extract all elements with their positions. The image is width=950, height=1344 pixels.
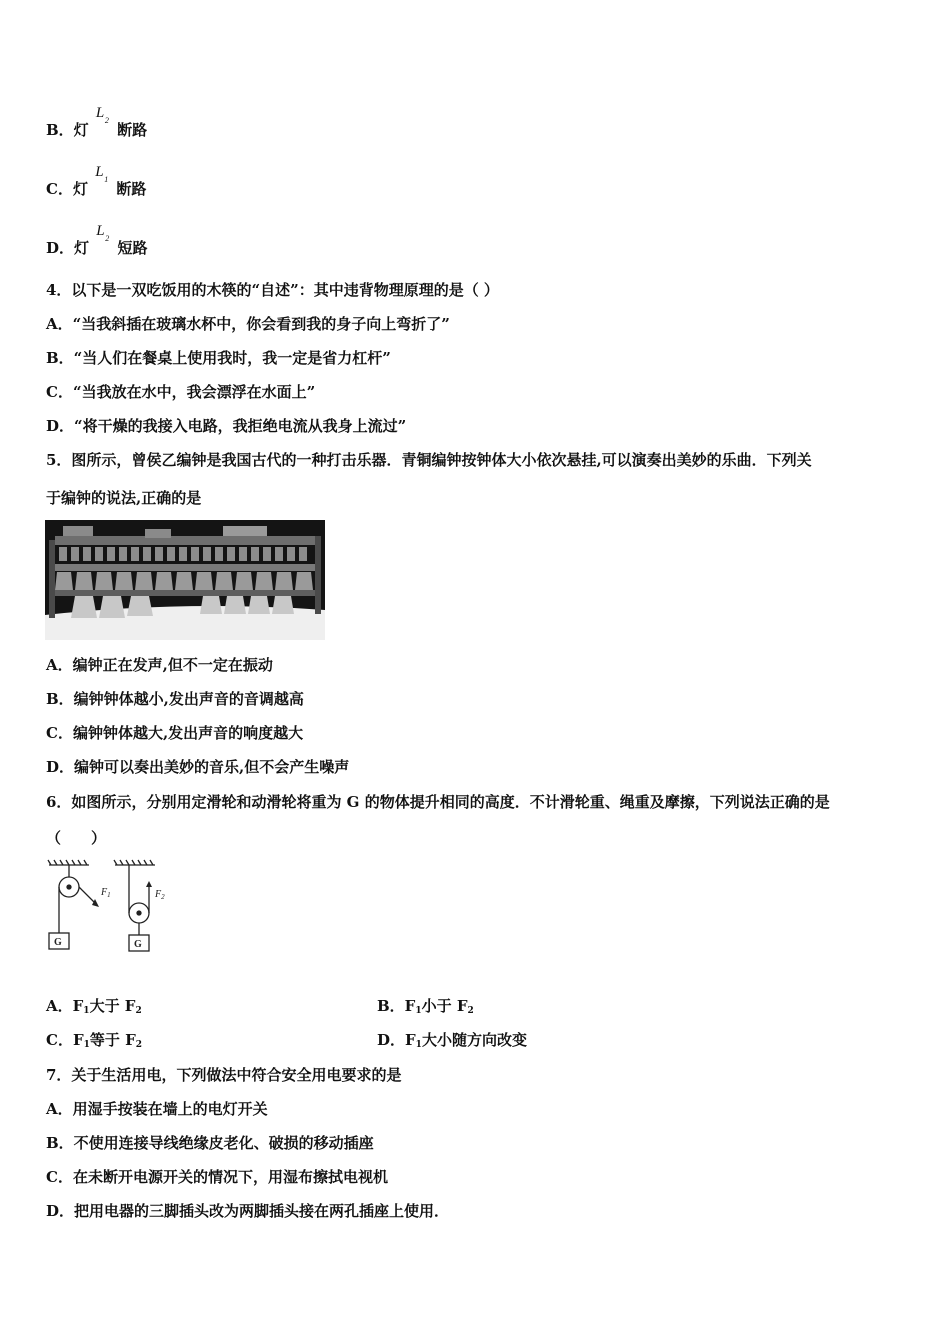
bianzhong-illustration xyxy=(45,520,325,640)
q6-stem-line1: 6．如图所示，分别用定滑轮和动滑轮将重为 G 的物体提升相同的高度．不计滑轮重、绳重及摩擦，下列说法正确的是 xyxy=(46,793,830,811)
bianzhong-bells-photo xyxy=(45,520,325,640)
q7-stem: 7．关于生活用电，下列做法中符合安全用电要求的是 xyxy=(46,1066,402,1084)
q5-option-a: A．编钟正在发声,但不一定在振动 xyxy=(46,656,273,674)
pulley-diagram xyxy=(45,857,175,959)
l2-variable: L 2 xyxy=(95,105,109,125)
q5-stem-line2: 于编钟的说法,正确的是 xyxy=(46,489,202,507)
g-label-movable: G xyxy=(134,939,142,950)
l2-variable: L 2 xyxy=(96,223,110,243)
q3-option-c: C．灯 L 1 断路 xyxy=(46,164,147,198)
q6-stem-line2: （ ） xyxy=(46,829,107,847)
l1-variable: L 1 xyxy=(95,164,109,184)
q4-option-c: C．“当我放在水中，我会漂浮在水面上” xyxy=(46,383,316,401)
pulley-illustration xyxy=(45,857,175,959)
q7-option-d: D．把用电器的三脚插头改为两脚插头接在两孔插座上使用． xyxy=(46,1202,450,1220)
q7-option-a: A．用湿手按装在墙上的电灯开关 xyxy=(46,1100,268,1118)
q6-option-a: A．$F_1$大于 $F_2$ xyxy=(46,997,142,1016)
q3-option-b: B．灯 L 2 断路 xyxy=(46,105,148,139)
q4-stem: 4．以下是一双吃饭用的木筷的“自述”：其中违背物理原理的是（ ） xyxy=(46,281,499,299)
f2-label: $F_2$ xyxy=(155,889,165,901)
q5-option-b: B．编钟钟体越小,发出声音的音调越高 xyxy=(46,690,304,708)
q5-option-c: C．编钟钟体越大,发出声音的响度越大 xyxy=(46,724,304,742)
q6-option-c: C．$F_1$等于 $F_2$ xyxy=(46,1031,142,1050)
q3-option-d: D．灯 L 2 短路 xyxy=(46,223,148,257)
q7-option-b: B．不使用连接导线绝缘皮老化、破损的移动插座 xyxy=(46,1134,374,1152)
q4-option-d: D．“将干燥的我接入电路，我拒绝电流从我身上流过” xyxy=(46,417,407,435)
q6-option-b: B．$F_1$小于 $F_2$ xyxy=(377,997,474,1016)
q4-option-b: B．“当人们在餐桌上使用我时，我一定是省力杠杆” xyxy=(46,349,391,367)
q5-stem-line1: 5．图所示，曾侯乙编钟是我国古代的一种打击乐器．青铜编钟按钟体大小依次悬挂,可以演奏出美妙的乐曲．下列关 xyxy=(46,451,812,469)
q6-option-d: D．$F_1$大小随方向改变 xyxy=(377,1031,527,1050)
f1-label: $F_1$ xyxy=(101,887,111,899)
g-label-fixed: G xyxy=(54,937,62,948)
q7-option-c: C．在未断开电源开关的情况下，用湿布擦拭电视机 xyxy=(46,1168,388,1186)
q5-option-d: D．编钟可以奏出美妙的音乐,但不会产生噪声 xyxy=(46,758,350,776)
q4-option-a: A．“当我斜插在玻璃水杯中，你会看到我的身子向上弯折了” xyxy=(46,315,450,333)
